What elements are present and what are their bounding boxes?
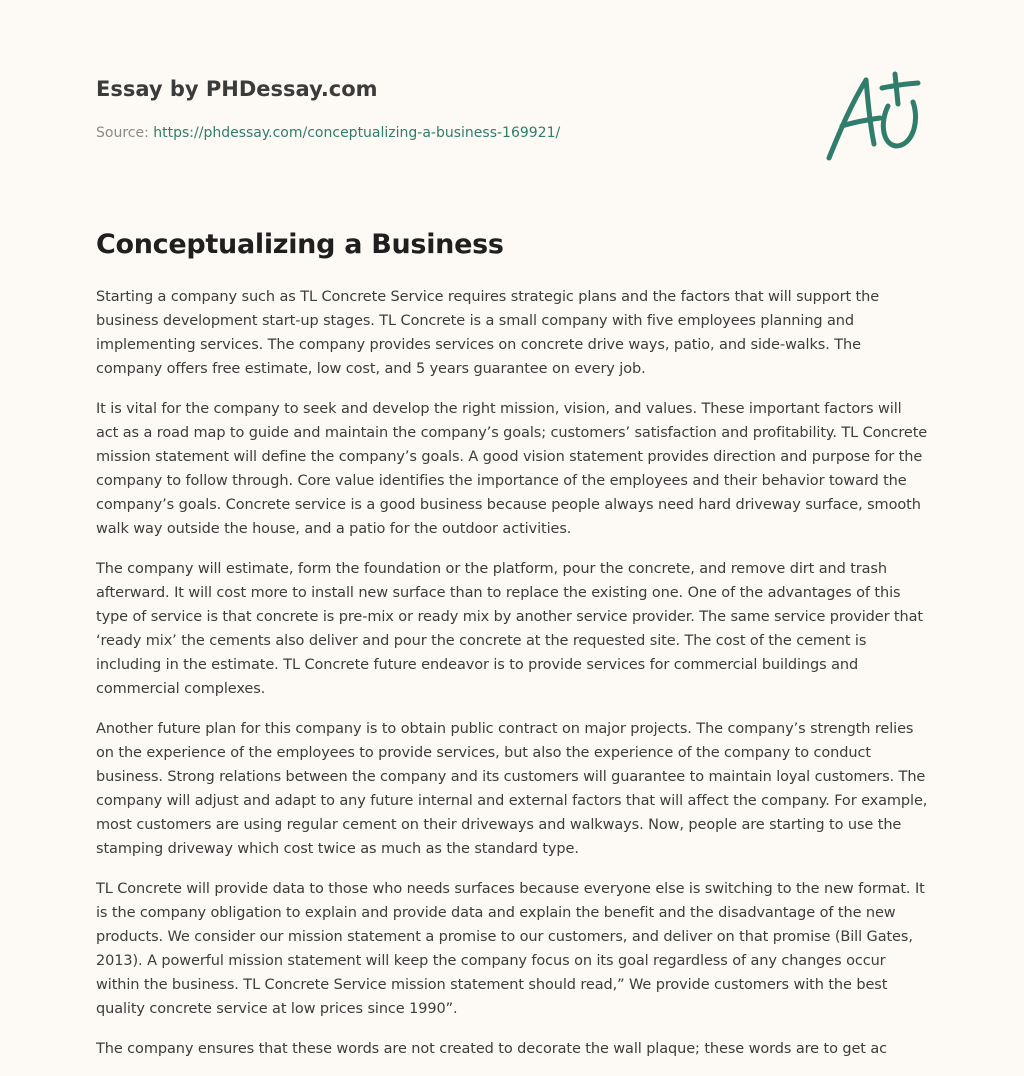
source-link[interactable]: https://phdessay.com/conceptualizing-a-business-169921/: [153, 125, 561, 141]
essay-title: Conceptualizing a Business: [96, 229, 504, 260]
source-label: Source:: [96, 125, 149, 141]
essay-paragraph: The company will estimate, form the foundation or the platform, pour the concrete, and remove dirt and trash afterward. It will cost more to install new surface than to replace the existing one. One of the advantages of this type of service is that concrete is pre-mix or ready mix by another service provider. The same service provider that ‘ready mix’ the cements also deliver and pour the concrete at the requested site. The cost of the cement is including in the estimate. TL Concrete future endeavor is to provide services for commercial buildings and commercial complexes.: [96, 561, 923, 697]
site-title: Essay by PHDessay.com: [96, 77, 378, 101]
a-plus-icon: [820, 66, 930, 166]
essay-paragraph: Starting a company such as TL Concrete Service requires strategic plans and the factors that will support the business development start-up stages. TL Concrete is a small company with five employees planning and implementing services. The company provides services on concrete drive ways, patio, and side-walks. The company offers free estimate, low cost, and 5 years guarantee on every job.: [96, 289, 880, 377]
essay-body: [96, 285, 928, 1076]
essay-paragraph: The company ensures that these words are not created to decorate the wall plaque; these words are to get ac: [96, 1041, 888, 1057]
essay-header: [96, 74, 796, 143]
essay-paragraph: Another future plan for this company is to obtain public contract on major projects. The company’s strength relies on the experience of the employees to provide services, but also the experience of the company to conduct business. Strong relations between the company and its customers will guarantee to maintain loyal customers. The company will adjust and adapt to any future internal and external factors that will affect the company. For example, most customers are using regular cement on their driveways and walkways. Now, people are starting to use the stamping driveway which cost twice as much as the standard type.: [96, 721, 928, 857]
essay-paragraph: TL Concrete will provide data to those who needs surfaces because everyone else is switching to the new format. It is the company obligation to explain and provide data and explain the benefit and the disadvantage of the new products. We consider our mission statement a promise to our customers, and deliver on that promise (Bill Gates, 2013). A powerful mission statement will keep the company focus on its goal regardless of any changes occur within the business. TL Concrete Service mission statement should read,” We provide customers with the best quality concrete service at low prices since 1990”.: [96, 881, 925, 1017]
source-line: [96, 123, 796, 143]
essay-paragraph: It is vital for the company to seek and develop the right mission, vision, and values. These important factors will act as a road map to guide and maintain the company’s goals; customers’ satisfaction and profitability. TL Concrete mission statement will define the company’s goals. A good vision statement provides direction and purpose for the company to follow through. Core value identifies the importance of the employees and their behavior toward the company’s goals. Concrete service is a good business because people always need hard driveway surface, smooth walk way outside the house, and a patio for the outdoor activities.: [96, 401, 928, 537]
